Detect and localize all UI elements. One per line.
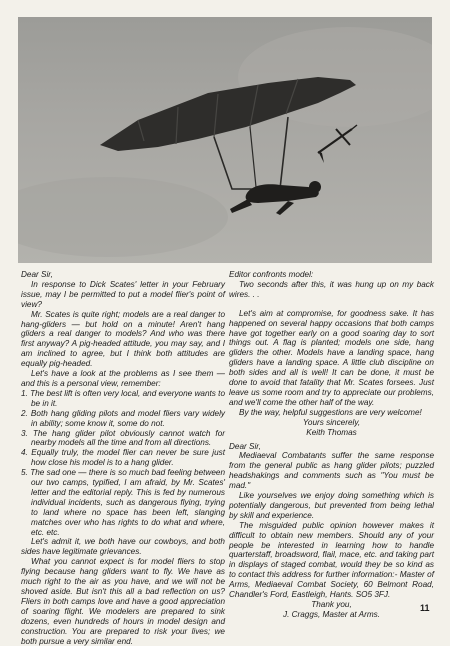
spacer (229, 300, 434, 309)
paragraph: In response to Dick Scates' letter in your February issue, may I be permitted to put a model flier's point of view? (21, 279, 225, 309)
thanks: Thank you, (311, 600, 352, 609)
list-item: 4. Equally truly, the model flier can never be sure just how close his model is to a hang glider. (21, 448, 225, 468)
paragraph: Mediaeval Combatants suffer the same response from the general public as hang glider pilots; puzzled headshakings and comments such as "You must be mad." (229, 451, 434, 491)
hang-glider-photo-icon (18, 17, 432, 263)
page-number: 11 (420, 603, 430, 613)
paragraph: Mr. Scates is quite right; models are a real danger to hang-gliders — but hold on a minute! Aren't hang gliders a real danger to models? And who was there first anyway? A pig-headed attitude, you may say, and I am inclined to agree, but I think both attitudes are equally pig-headed. (21, 309, 225, 369)
problem-list (21, 389, 225, 538)
list-item: 1. The best lift is often very local, and everyone wants to be in it. (21, 388, 225, 408)
paragraph: Let's admit it, we both have our cowboys, and both sides have legitimate grievances. (21, 537, 225, 557)
paragraph: What you cannot expect is for model fliers to stop flying because hang gliders want to fly. We have as much right to the air as you have, and we will not be shoved aside. But isn't this all a bad reflection on us? Fliers in both camps love and have a good appreciation of soaring flight. We modelers are prepared to sink dozens, even hundreds of hours in model design and construction. You are prepared to risk your lives; we both pursue a very similar end. (21, 557, 225, 646)
right-column (229, 270, 434, 620)
hang-glider-photo (18, 17, 432, 263)
list-item: 2. Both hang gliding pilots and model fliers vary widely in ability; some know it, some do not. (21, 408, 225, 428)
photo-caption-heading: Editor confronts model: (229, 270, 314, 279)
salutation: Dear Sir, (229, 441, 261, 451)
paragraph: Let's aim at compromise, for goodness sake. It has happened on several happy occasions that both camps have got together early on a good soaring day to sort things out. A flag is planted; models one side, hang gliders the other. Models have a landing space, hang gliders have a landing space. A little club discipline on both sides and all is well! It can be done, it must be done to avoid that fatality that Mr. Scates forsees. Just leave us some room and try to appreciate our problems, and we'll come the other half of the way. (229, 308, 434, 407)
list-item: 5. The sad one — there is so much bad feeling between our two camps, typified, I am afraid, by Mr. Scates' letter and the editorial reply. This is fed by numerous individual incidents, such as dangerous flying, trying to land where no space has been left, slanging matches over who has rights to do what and where, etc. etc. (21, 468, 225, 537)
letter-keith-thomas (21, 270, 225, 646)
list-item: 3. The hang glider pilot obviously cannot watch for nearby models all the time and from all directions. (21, 428, 225, 448)
photo-caption-text: Two seconds after this, it was hung up on my back wires. . . (229, 279, 434, 299)
paragraph: Like yourselves we enjoy doing something which is potentially dangerous, but prevented from being lethal by skill and experience. (229, 491, 434, 520)
paragraph: By the way, helpful suggestions are very welcome! (239, 407, 422, 417)
paragraph: The misguided public opinion however makes it difficult to obtain new members. Should any of your people be interested in learning how to handle quarterstaff, broadsword, flail, mace, etc. and taking part in displays of staged combat, would they be so kind as to contact this address for further information:- Master of Arms, Mediaeval Combat Society, 60 Belmont Road, Chandler's Ford, Eastleigh, Hants. SO5 3FJ. (229, 520, 434, 600)
salutation: Dear Sir, (21, 270, 53, 279)
paragraph: Let's have a look at the problems as I see them — and this is a personal view, remember: (21, 369, 225, 388)
signoff: Yours sincerely, (302, 417, 361, 427)
signature: J. Craggs, Master at Arms. (282, 609, 381, 619)
signature: Keith Thomas (306, 427, 357, 437)
